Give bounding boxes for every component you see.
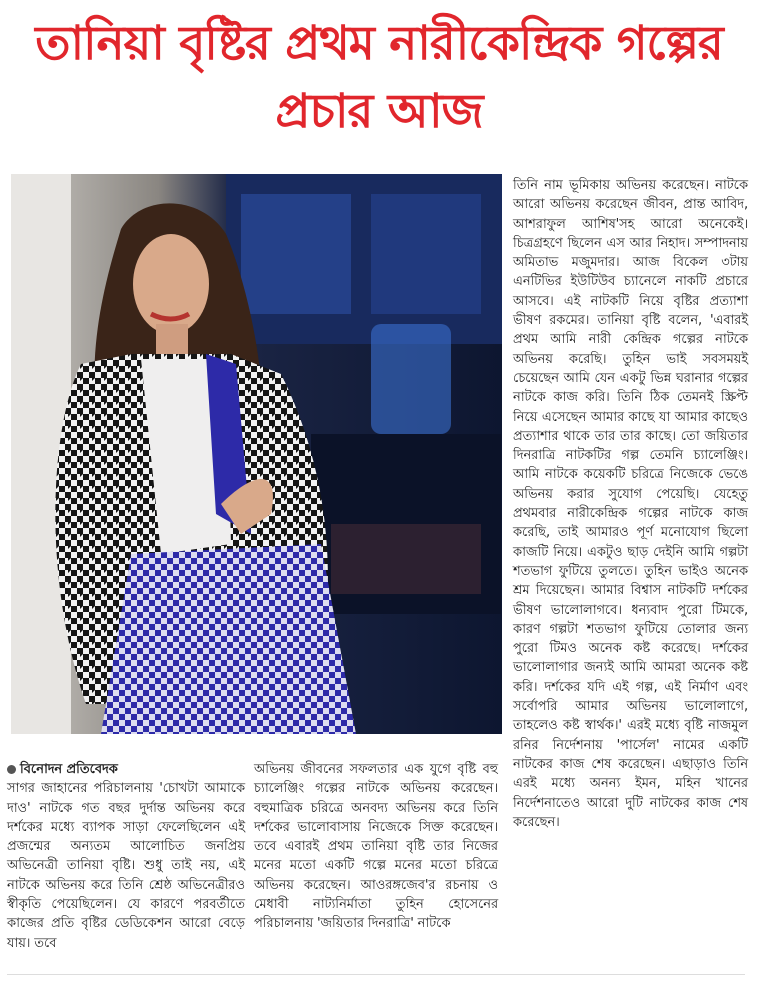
body-paragraph-second: অভিনয় জীবনের সফলতার এক যুগে বৃষ্টি বহু চ্যালেঞ্জিং গল্পের নাটকে অভিনয় করেছেন। বহুমাত্রিক চরিত্রে অনবদ্য অভিনয় করে তিনি দর্শকের ভালোবাসায় নিজেকে সিক্ত করেছেন। তবে এবারই প্রথম তানিয়া বৃষ্টি তার নিজের মনের মতো একটি গল্পে মনের মতো চরিত্রে অভিনয় করেছেন। আওরঙ্গজেব'র রচনায় ও মেধাবী নাট্যনির্মাতা তুহিন হোসেনের পরিচালনায় 'জয়িতার দিনরাত্রি' নাটকে	[254, 762, 498, 932]
bottom-divider	[7, 974, 745, 975]
body-paragraph-first: সাগর জাহানের পরিচালনায় 'চোখটা আমাকে দাও' নাটকে গত বছর দুর্দান্ত অভিনয় করে দর্শকের মধ্যে ব্যাপক সাড়া ফেলেছিলেন এই প্রজন্মের অন্যতম আলোচিত জনপ্রিয় অভিনেত্রী তানিয়া বৃষ্টি। শুধু তাই নয়, এই নাটকে অভিনয় করে তিনি শ্রেষ্ঠ অভিনেত্রীরও স্বীকৃতি পেয়েছিলেন। যে কারণে পরবর্তীতে কাজের প্রতি বৃষ্টির ডেডিকেশন আরো বেড়ে যায়। তবে	[7, 781, 245, 951]
article-column-left	[7, 760, 245, 953]
photo-illustration	[11, 174, 502, 734]
body-paragraph-third: তিনি নাম ভূমিকায় অভিনয় করেছেন। নাটকে আরো অভিনয় করেছেন জীবন, প্রান্ত আবিদ, আশরাফুল আশিষ'সহ আরো অনেকেই। চিত্রগ্রহণে ছিলেন এস আর নিহাদ। সম্পাদনায় অমিতাভ মজুমদার। আজ বিকেল ৩টায় এনটিভির ইউটিউব চ্যানেলে নাকটি প্রচারে আসবে। এই নাটকটি নিয়ে বৃষ্টির প্রত্যাশা ভীষণ রকমের। তানিয়া বৃষ্টি বলেন, 'এবারই প্রথম আমি নারী কেন্দ্রিক গল্পের নাটকে অভিনয় করেছি। তুহিন ভাই সবসময়ই চেয়েছেন আমি যেন একটু ভিন্ন ঘরানার গল্পের নাটকে কাজ করি। তিনি ঠিক তেমনই স্ক্রিপ্ট নিয়ে এসেছেন আমার কাছে যা আমার কাছেও প্রত্যাশার থাকে তার তার কাছে। তো জয়িতার দিনরাত্রি নাটকটির গল্প তেমনি চ্যালেঞ্জিং। আমি নাটকে কয়েকটি চরিত্রে নিজেকে ভেঙে অভিনয় করার সুযোগ পেয়েছি। যেহেতু প্রথমবার নারীকেন্দ্রিক গল্পের নাটকে কাজ করেছি, তাই আমারও পূর্ণ মনোযোগ ছিলো কাজটি নিয়ে। একটুও ছাড় দেইনি আমি গল্পটা শতভাগ ফুটিয়ে তুলতে। তুহিন ভাইও অনেক শ্রম দিয়েছেন। আমার বিশ্বাস নাটকটি দর্শকের ভীষণ ভালোলাগবে। ধন্যবাদ পুরো টিমকে, কারণ গল্পটা শতভাগ ফুটিয়ে তোলার জন্য পুরো টিমও অনেক কষ্ট করেছে। দর্শকের ভালোলাগার জন্যই আমি আমরা অনেক কষ্ট করি। দর্শকের যদি এই গল্প, এই নির্মাণ এবং সর্বোপরি আমার অভিনয় ভালোলাগে, তাহলেও কষ্ট স্বার্থক।' এরই মধ্যে বৃষ্টি নাজমুল রনির নির্দেশনায় 'পার্সেল' নামের একটি নাটকের কাজ শেষ করেছেন। এছাড়াও তিনি এরই মধ্যে অনন্য ইমন, মহিন খানের নির্দেশনাতেও আরো দুটি নাটকের কাজ শেষ করেছেন।	[513, 178, 748, 830]
article-column-middle	[254, 760, 498, 934]
byline-text: বিনোদন প্রতিবেদক	[20, 762, 118, 777]
article-column-right	[513, 176, 748, 832]
headline: তানিয়া বৃষ্টির প্রথম নারীকেন্দ্রিক গল্পের প্রচার আজ	[35, 16, 723, 139]
byline	[7, 760, 245, 779]
article-photo	[11, 174, 502, 734]
bullet-icon	[7, 765, 16, 774]
